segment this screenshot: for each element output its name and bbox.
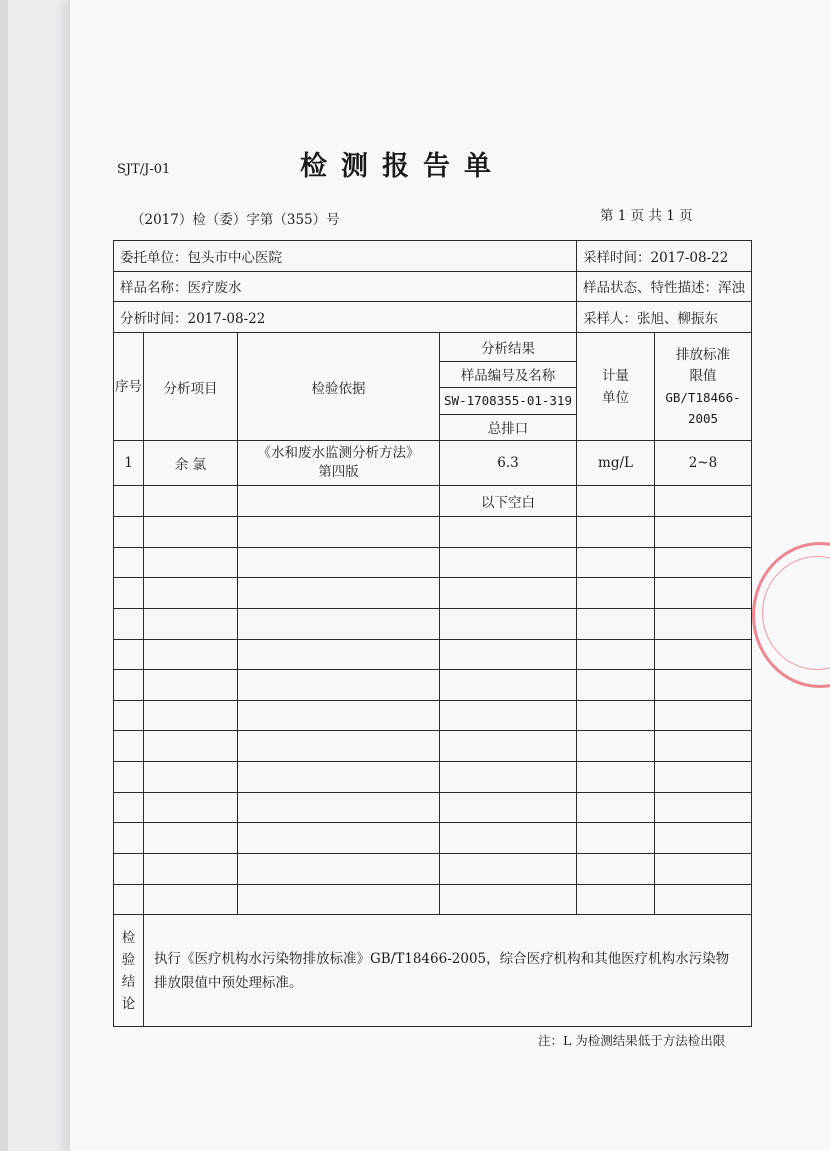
conclusion-text: 执行《医疗机构水污染物排放标准》GB/T18466-2005，综合医疗机构和其他医疗机构水污染物排放限值中预处理标准。: [144, 915, 752, 1027]
header-unit: 计量单位: [577, 332, 655, 440]
sample-name-field: 样品名称：医疗废水: [114, 271, 577, 302]
reference-number: （2017）检（委）字第（355）号: [131, 212, 340, 228]
conclusion-row: [114, 915, 752, 1027]
report-table: [113, 240, 752, 1027]
sampling-time-field: 采样时间：2017-08-22: [577, 241, 752, 272]
table-row: [114, 700, 752, 731]
document-code: SJT/J-01: [117, 162, 171, 177]
table-row: [114, 547, 752, 578]
table-row: [114, 670, 752, 701]
table-row: [114, 486, 752, 517]
table-row: [114, 792, 752, 823]
header-standard: 排放标准 限值 GB/T18466-2005: [655, 332, 752, 440]
footnote: 注：L 为检测结果低于方法检出限: [538, 1033, 726, 1048]
table-row: [114, 762, 752, 793]
cell-unit: mg/L: [577, 441, 655, 486]
page-title: 检测报告单: [300, 151, 505, 182]
table-row: [114, 608, 752, 639]
info-row-analysis: [114, 302, 752, 333]
header-row: [114, 332, 752, 361]
table-row: [114, 516, 752, 547]
header-sample-id: SW-1708355-01-319: [440, 388, 577, 415]
header-basis: 检验依据: [238, 332, 440, 440]
table-row: [114, 731, 752, 762]
table-row: [114, 441, 752, 486]
cell-seq: 1: [114, 441, 144, 486]
info-row-sample: [114, 271, 752, 302]
header-item: 分析项目: [144, 332, 238, 440]
blank-note: 以下空白: [440, 486, 577, 517]
header-sample-location: 总排口: [440, 414, 577, 441]
cell-limit: 2~8: [655, 441, 752, 486]
header-seq: 序号: [114, 332, 144, 440]
table-row: [114, 884, 752, 915]
info-row-client: [114, 241, 752, 272]
analysis-time-field: 分析时间：2017-08-22: [114, 302, 577, 333]
table-row: [114, 578, 752, 609]
sampler-field: 采样人：张旭、柳振东: [577, 302, 752, 333]
page-number: 第 1 页 共 1 页: [600, 208, 693, 224]
table-row: [114, 639, 752, 670]
header-sample-id-label: 样品编号及名称: [440, 361, 577, 388]
sample-state-field: 样品状态、特性描述：浑浊: [577, 271, 752, 302]
header-result: 分析结果: [440, 332, 577, 361]
cell-value: 6.3: [440, 441, 577, 486]
cell-item: 余 氯: [144, 441, 238, 486]
table-row: [114, 854, 752, 885]
cell-basis: 《水和废水监测分析方法》 第四版: [238, 441, 440, 486]
conclusion-label: 检验结论: [114, 915, 144, 1027]
client-field: 委托单位：包头市中心医院: [114, 241, 577, 272]
table-row: [114, 823, 752, 854]
